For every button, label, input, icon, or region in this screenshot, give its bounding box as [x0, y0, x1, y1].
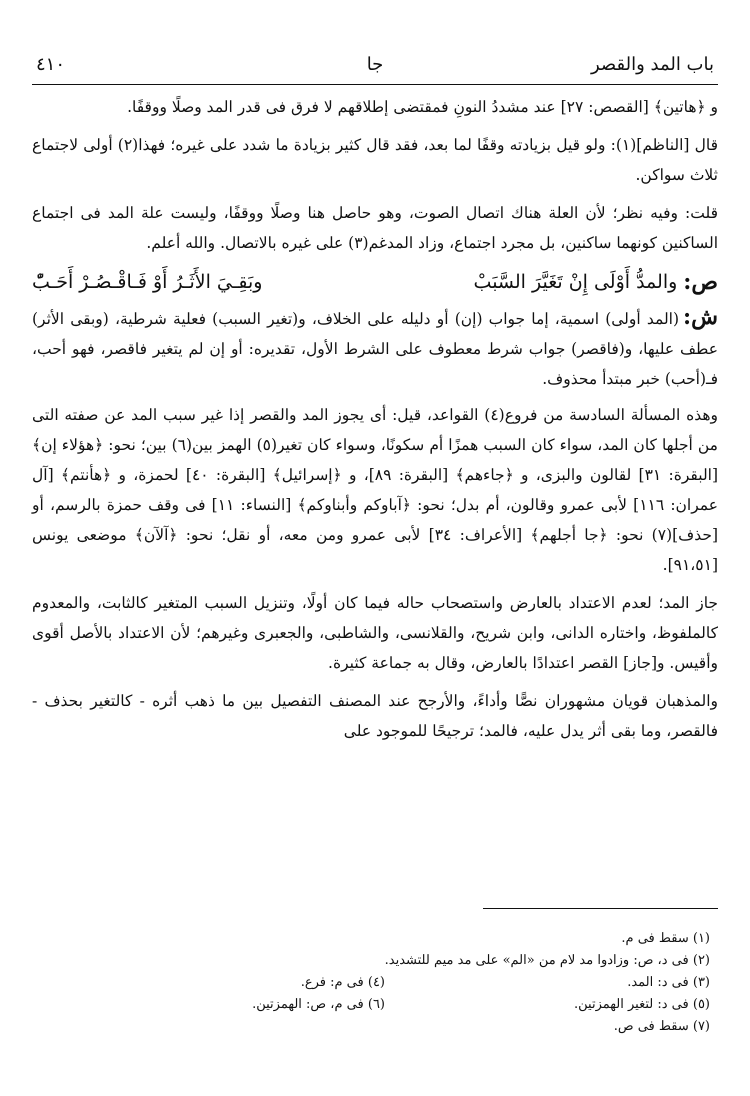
commentary-marker: ش: — [683, 304, 718, 330]
verse-marker: ص: — [683, 269, 718, 295]
section-title: باب المد والقصر — [590, 54, 714, 75]
paragraph: قال [الناظم](١): ولو قيل بزيادته وقفًا لما بعد، فقد قال كثير بزيادة ما شدد على غيره؛ فهذا(٢) أولى لاجتماع ثلاث سواكن. — [32, 136, 718, 184]
paragraph: (المد أولى) اسمية، إما جواب (إن) أو دليله على الخلاف، و(تغير السبب) فعلية شرطية، (وبقى الأثر) عطف عليها، و(فاقصر) جواب شرط معطوف على الشرط الأول، تقديره: أو إن لم يتغير فاقصر، فهو أحب، فـ(أحب) خبر مبتدأ محذوف. — [32, 310, 718, 388]
footnote: (٧) سقط فى ص. — [613, 1019, 710, 1034]
footnote: (٥) فى د: لتغير الهمزتين. — [574, 997, 710, 1012]
paragraph: وهذه المسألة السادسة من فروع(٤) القواعد، قيل: أى يجوز المد والقصر إذا غير سبب المد عن صفته التى من أجلها كان المد، سواء كان السبب همزًا أم سكونًا، وسواء كان تغير(٥) الهمز بين(٦) بين؛ نحو: ﴿هؤلاء إن﴾ [البقرة: ٣١] لقالون والبزى، و ﴿جاءهم﴾ [البقرة: ٨٩]، و ﴿إسرائيل﴾ [البقرة: ٤٠] لحمزة، و ﴿هأنتم﴾ [آل عمران: ١١٦] لأبى عمرو وقالون، أم بدل؛ نحو: ﴿آباوكم وأبناوكم﴾ [النساء: ١١] فى وقف حمزة بالرسم، أو [حذف](٧) نحو: ﴿جا أجلهم﴾ [الأعراف: ٣٤] لأبى عمرو ومن معه، أو نقل؛ نحو: ﴿آلآن﴾ موضعى يونس [٩١،٥١]. — [32, 406, 719, 574]
paragraph: و ﴿هاتين﴾ [القصص: ٢٧] عند مشددُ النونِ فمقتضى إطلاقهم لا فرق فى قدر المد وصلًا ووقفًا. — [127, 98, 718, 116]
verse-hemistich-2: وبَقِـيَ الأَثَـرُ أَوْ فَـاقْـصُـرْ أَحَـبّْ — [32, 271, 263, 293]
footnote: (٢) فى د، ص: وزادوا مد لام من «الم» على مد ميم للتشديد. — [384, 953, 710, 968]
footnotes — [60, 928, 710, 1038]
footnote: (٣) فى د: المد. — [627, 975, 710, 990]
verse-hemistich-1: والمدُّ أَوْلَى إِنْ تَغَيَّرَ السَّبَبْ — [473, 271, 678, 293]
page-number: ٤١٠ — [36, 54, 66, 75]
page-header — [32, 48, 718, 85]
paragraph: والمذهبان قويان مشهوران نصًّا وأداءً، والأرجح عند المصنف التفصيل بين ما ذهب أثره - كالتغير بحذف - فالقصر، وما بقى أثر يدل عليه، فالمد؛ ترجيحًا للموجود على — [32, 692, 718, 740]
verse-line — [32, 266, 718, 298]
commentary-paragraph — [32, 302, 718, 394]
footnote: (٤) فى م: فرع. — [300, 975, 385, 990]
footnote: (١) سقط فى م. — [621, 931, 710, 946]
paragraph: جاز المد؛ لعدم الاعتداد بالعارض واستصحاب حاله فيما كان أولًا، وتنزيل السبب المتغير كالثابت، والمعدوم كالملفوظ، واختاره الدانى، وابن شريح، والقلانسى، والشاطبى، والجعبرى وغيرهم؛ لأن الاعتداد بالأصل أقوى وأقيس. و[جاز] القصر اعتدادًا بالعارض، وقال به جماعة كثيرة. — [32, 594, 718, 672]
main-text — [32, 92, 718, 752]
footnote-separator — [483, 908, 718, 909]
paragraph: قلت: وفيه نظر؛ لأن العلة هناك اتصال الصوت، وهو حاصل هنا وصلًا ووقفًا، وليست علة المد فى اجتماع الساكنين كونهما ساكنين، بل مجرد اجتماع، وزاد المدغم(٣) على غيره بالاتصال. والله أعلم. — [32, 204, 718, 252]
footnote: (٦) فى م، ص: الهمزتين. — [252, 997, 385, 1012]
volume-label: جا — [366, 54, 384, 75]
